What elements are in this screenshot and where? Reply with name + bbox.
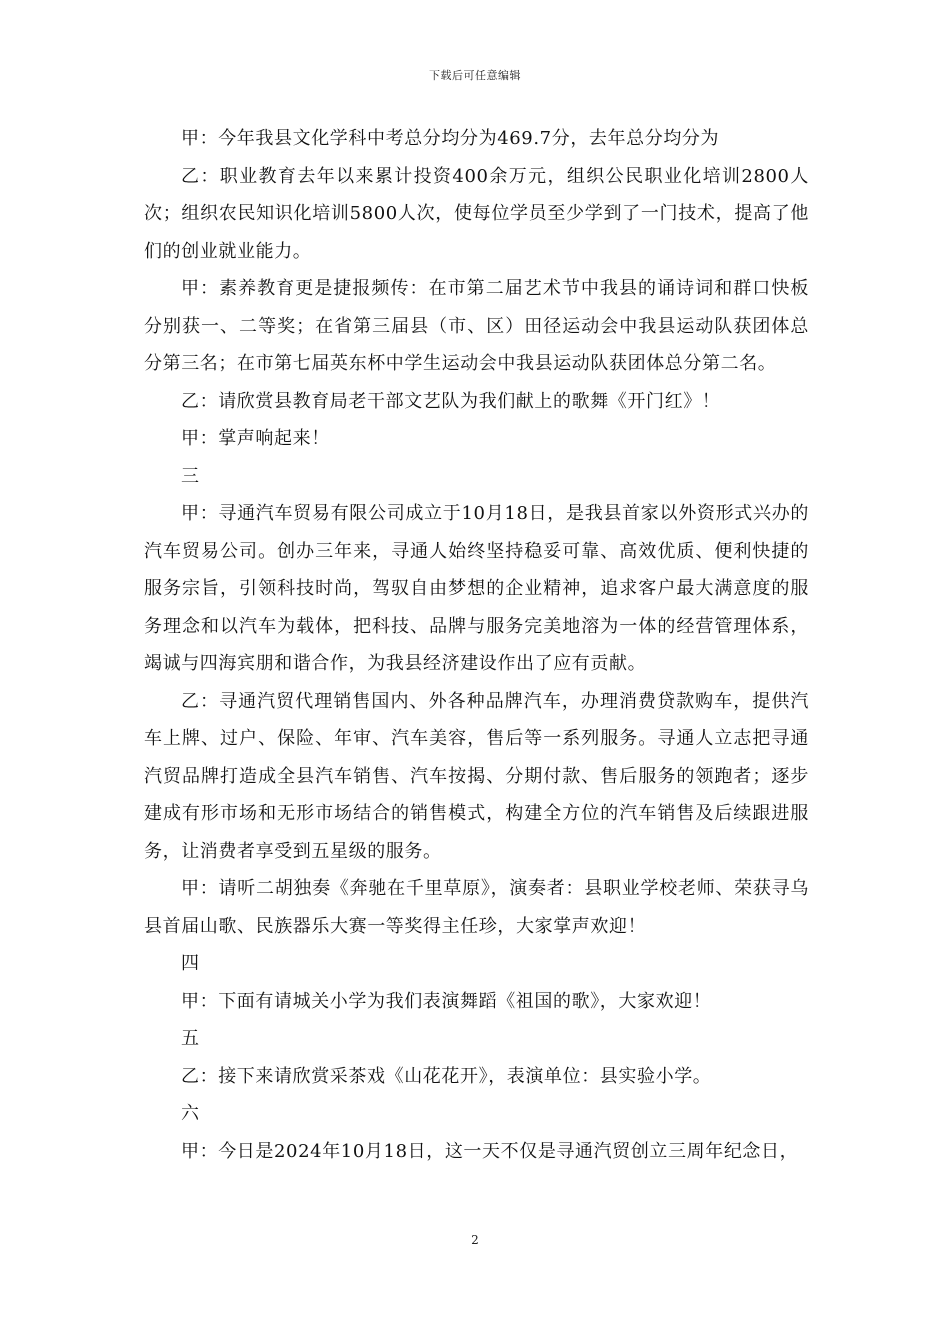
- section-heading: 三: [181, 465, 200, 487]
- paragraph: 甲：今日是2024年10月18日，这一天不仅是寻通汽贸创立三周年纪念日，: [181, 1140, 799, 1162]
- paragraph: 甲：今年我县文化学科中考总分均分为469.7分，去年总分均分为: [181, 128, 720, 149]
- paragraph: 乙：接下来请欣赏采茶戏《山花花开》，表演单位：县实验小学。: [181, 1065, 712, 1087]
- paragraph: 乙：职业教育去年以来累计投资400余万元，组织公民职业化培训2800人次；组织农民知识化培训5800人次，使每位学员至少学到了一门技术，提高了他们的创业就业能力。: [144, 165, 809, 262]
- section-heading: 六: [181, 1103, 200, 1124]
- paragraph: 乙：寻通汽贸代理销售国内、外各种品牌汽车，办理消费贷款购车，提供汽车上牌、过户、保险、年审、汽车美容，售后等一系列服务。寻通人立志把寻通汽贸品牌打造成全县汽车销售、汽车按揭、分期付款、售后服务的领跑者；逐步建成有形市场和无形市场结合的销售模式，构建全方位的汽车销售及后续跟进服务，让消费者享受到五星级的服务。: [144, 690, 809, 862]
- paragraph: 甲：素养教育更是捷报频传：在市第二届艺术节中我县的诵诗词和群口快板分别获一、二等奖；在省第三届县（市、区）田径运动会中我县运动队获团体总分第三名；在市第七届英东杯中学生运动会中我县运动队获团体总分第二名。: [144, 278, 809, 374]
- paragraph: 甲：下面有请城关小学为我们表演舞蹈《祖国的歌》，大家欢迎！: [181, 990, 712, 1012]
- paragraph: 乙：请欣赏县教育局老干部文艺队为我们献上的歌舞《开门红》！: [181, 390, 721, 412]
- section-heading: 四: [181, 953, 200, 974]
- paragraph: 甲：请听二胡独奏《奔驰在千里草原》，演奏者：县职业学校老师、荣获寻乌县首届山歌、民族器乐大赛一等奖得主任珍，大家掌声欢迎！: [144, 878, 809, 937]
- page-number: 2: [471, 1233, 479, 1247]
- paragraph: 甲：寻通汽车贸易有限公司成立于10月18日，是我县首家以外资形式兴办的汽车贸易公司。创办三年来，寻通人始终坚持稳妥可靠、高效优质、便利快捷的服务宗旨，引领科技时尚，驾驭自由梦想的企业精神，追求客户最大满意度的服务理念和以汽车为载体，把科技、品牌与服务完美地溶为一体的经营管理体系，竭诚与四海宾朋和谐合作，为我县经济建设作出了应有贡献。: [144, 503, 809, 674]
- page-header: 下载后可任意编辑: [429, 69, 521, 82]
- section-heading: 五: [181, 1028, 200, 1049]
- document-body: [144, 120, 809, 1170]
- paragraph: 甲：掌声响起来！: [181, 428, 330, 449]
